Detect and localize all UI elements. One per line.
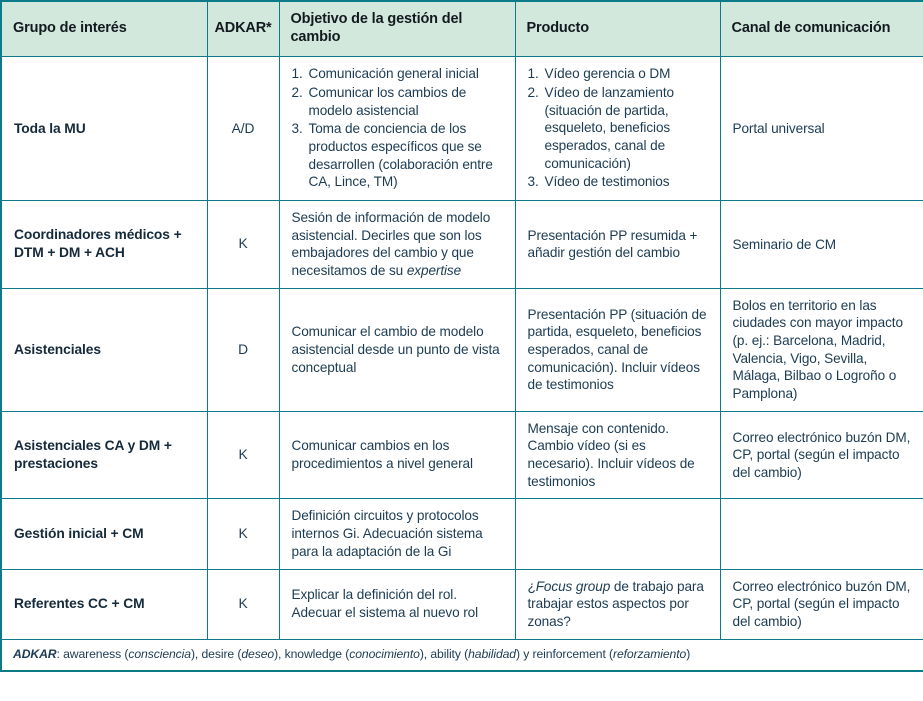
cell-grupo: Asistenciales CA y DM + prestaciones [1, 411, 207, 499]
table-row [1, 411, 923, 499]
table-body [1, 57, 923, 639]
cell-canal: Bolos en territorio en las ciudades con mayor impacto (p. ej.: Barcelona, Madrid, Valencia, Vigo, Sevilla, Málaga, Bilbao o Logroño o Pamplona) [720, 288, 923, 411]
cell-producto: Presentación PP resumida + añadir gestión del cambio [515, 201, 720, 289]
adkar-footnote [1, 639, 923, 671]
column-header-canal: Canal de comunicación [720, 1, 923, 57]
objetivo-text-emphasis: expertise [406, 263, 462, 279]
cell-canal: Seminario de CM [720, 201, 923, 289]
cell-canal [720, 499, 923, 569]
footnote-translation: deseo [241, 646, 275, 661]
cell-producto: Presentación PP (situación de partida, esqueleto, beneficios esperados, canal de comunicación). Incluir vídeos de testimonios [515, 288, 720, 411]
cell-grupo: Asistenciales [1, 288, 207, 411]
objetivo-text-plain: Sesión de información de modelo asistencial. Decirles que son los embajadores del cambio y que necesitamos de su [291, 210, 491, 279]
list-number: 3. [527, 174, 539, 190]
cell-objetivo: Comunicar el cambio de modelo asistencial desde un punto de vista conceptual [279, 288, 515, 411]
footnote-text: ), ability ( [419, 646, 469, 661]
footnote-text: ), knowledge ( [274, 646, 350, 661]
producto-numbered-list [528, 65, 708, 191]
objetivo-numbered-list [292, 65, 503, 191]
cell-grupo: Coordinadores médicos + DTM + DM + ACH [1, 201, 207, 289]
cell-canal: Portal universal [720, 57, 923, 201]
list-number: 2. [527, 85, 539, 101]
table-row [1, 57, 923, 201]
objetivo-text [292, 209, 503, 280]
cell-adkar: K [207, 201, 279, 289]
producto-text-emphasis: Focus group [535, 578, 611, 594]
cell-objetivo: Definición circuitos y protocolos internos Gi. Adecuación sistema para la adaptación de la Gi [279, 499, 515, 569]
cell-producto [515, 569, 720, 639]
producto-text-suffix: de trabajo para trabajar estos aspectos por zonas? [527, 578, 704, 629]
producto-text [528, 578, 708, 631]
cell-objetivo [279, 201, 515, 289]
cell-grupo: Gestión inicial + CM [1, 499, 207, 569]
column-header-adkar: ADKAR* [207, 1, 279, 57]
footnote-text: ) [686, 646, 691, 661]
list-item [528, 65, 708, 83]
cell-producto [515, 57, 720, 201]
list-number: 1. [291, 66, 303, 82]
column-header-producto: Producto [515, 1, 720, 57]
footnote-translation: reforzamiento [612, 646, 687, 661]
cell-adkar: K [207, 499, 279, 569]
list-item-text: Toma de conciencia de los productos específicos que se desarrollen (colaboración entre CA, Lince, TM) [308, 121, 493, 190]
table-footer [1, 639, 923, 671]
cell-adkar: A/D [207, 57, 279, 201]
cell-canal: Correo electrónico buzón DM, CP, portal (según el impacto del cambio) [720, 569, 923, 639]
cell-adkar: D [207, 288, 279, 411]
footnote-text: ), desire ( [190, 646, 242, 661]
footnote-text: : awareness ( [56, 646, 129, 661]
list-number: 3. [291, 121, 303, 137]
cell-objetivo [279, 57, 515, 201]
cell-grupo: Referentes CC + CM [1, 569, 207, 639]
list-item-text: Comunicar los cambios de modelo asistencial [308, 85, 467, 118]
cell-producto [515, 499, 720, 569]
list-number: 1. [527, 66, 539, 82]
table-header [1, 1, 923, 57]
list-item-text: Vídeo gerencia o DM [544, 66, 671, 82]
list-item-text: Comunicación general inicial [308, 66, 479, 82]
header-row [1, 1, 923, 57]
list-item [292, 120, 503, 191]
footnote-translation: habilidad [468, 646, 516, 661]
footnote-translation: conocimiento [349, 646, 420, 661]
cell-objetivo: Explicar la definición del rol. Adecuar el sistema al nuevo rol [279, 569, 515, 639]
table-row [1, 499, 923, 569]
list-item [292, 84, 503, 119]
footnote-row [1, 639, 923, 671]
column-header-grupo-de-interes: Grupo de interés [1, 1, 207, 57]
producto-text-prefix: ¿ [527, 578, 536, 594]
list-item [528, 84, 708, 172]
cell-adkar: K [207, 569, 279, 639]
list-number: 2. [291, 85, 303, 101]
cell-objetivo: Comunicar cambios en los procedimientos a nivel general [279, 411, 515, 499]
list-item-text: Vídeo de testimonios [544, 174, 670, 190]
table-row [1, 288, 923, 411]
cell-canal: Correo electrónico buzón DM, CP, portal (según el impacto del cambio) [720, 411, 923, 499]
cell-grupo: Toda la MU [1, 57, 207, 201]
footnote-acronym: ADKAR [13, 646, 57, 661]
table-row [1, 201, 923, 289]
footnote-text: ) y reinforcement ( [516, 646, 613, 661]
list-item [292, 65, 503, 83]
list-item [528, 173, 708, 191]
column-header-objetivo: Objetivo de la gestión del cambio [279, 1, 515, 57]
table-row [1, 569, 923, 639]
cell-producto: Mensaje con contenido. Cambio vídeo (si es necesario). Incluir vídeos de testimonios [515, 411, 720, 499]
footnote-translation: consciencia [128, 646, 191, 661]
list-item-text: Vídeo de lanzamiento (situación de partida, esqueleto, beneficios esperados, canal de comunicación) [544, 85, 674, 171]
cell-adkar: K [207, 411, 279, 499]
